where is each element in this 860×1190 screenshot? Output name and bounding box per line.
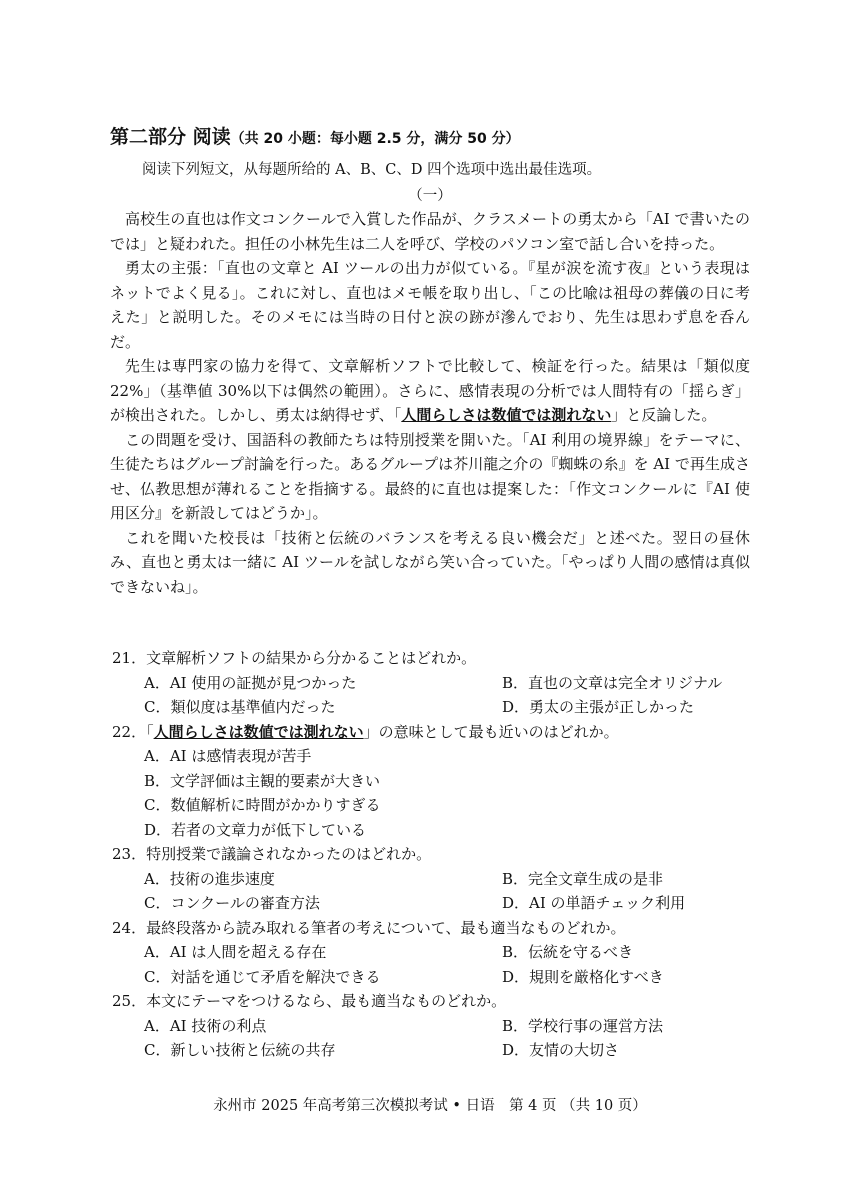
option-d: D．勇太の主張が正しかった (502, 698, 695, 716)
passage-paragraph-4: この問題を受け、国語科の教師たちは特別授業を開いた。「AI 利用の境界線」をテーマに、生徒たちはグループ討論を行った。あるグループは芥川龍之介の『蜘蛛の糸』を AI で再生成させ、仏教思想が薄れることを指摘する。最終的に直也は提案した：「作文コンクールに『AI 使用区分』を新設してはどうか」。 (110, 430, 750, 522)
stem-suffix: 」の意味として最も近いのはどれか。 (363, 722, 619, 741)
passage-paragraph-1: 高校生の直也は作文コンクールで入賞した作品が、クラスメートの勇太から「AI で書いたのでは」と疑われた。担任の小林先生は二人を呼び、学校のパソコン室で話し合いを持った。 (110, 210, 750, 253)
passage-paragraph-2: 勇太の主張：「直也の文章と AI ツールの出力が似ている。『星が涙を流す夜』という表現はネットでよく見る」。これに対し、直也はメモ帳を取り出し、「この比喩は祖母の葬儀の日に考えた」と説明した。そのメモには当時の日付と涙の跡が滲んでおり、先生は思わず息を呑んだ。 (110, 259, 750, 351)
option-c: C．数値解析に時間がかかりすぎる (144, 796, 381, 814)
option-row (112, 1014, 762, 1039)
option-a: A．AI は感情表現が苦手 (144, 747, 312, 765)
underlined-quote: 人間らしさは数値では測れない (401, 406, 612, 424)
section-note: （共 20 小题：每小题 2.5 分，满分 50 分） (230, 131, 520, 147)
option-b: B．伝統を守るべき (502, 943, 634, 961)
reading-passage (110, 207, 750, 599)
passage-number: （一） (408, 188, 452, 204)
option-c: C．新しい技術と伝統の共存 (144, 1041, 336, 1059)
question-stem: 25．本文にテーマをつけるなら、最も適当なものどれか。 (112, 992, 507, 1010)
question-22 (112, 720, 762, 843)
question-stem: 23．特別授業で議論されなかったのはどれか。 (112, 845, 432, 863)
underlined-quote: 人間らしさは数値では測れない (153, 722, 364, 741)
question-24 (112, 916, 762, 990)
option-row (112, 671, 762, 696)
option-b: B．完全文章生成の是非 (502, 869, 664, 888)
option-b: B．直也の文章は完全オリジナル (502, 673, 723, 692)
question-stem (112, 720, 762, 745)
option-b: B．文学評価は主観的要素が大きい (144, 771, 381, 790)
option-a: A．AI 技術の利点 (144, 1016, 267, 1035)
page-footer: 永州市 2025 年高考第三次模拟考试 • 日语 第 4 页 （共 10 页） (213, 1098, 647, 1114)
option-row (112, 965, 762, 990)
paragraph-3-text-a: 先生は専門家の協力を得て、文章解析ソフトで比較して、検証を行った。結果は「類似度 22%」（基準値 30%以下は偶然の範囲）。さらに、感情表現の分析では人間特有の「揺らぎ」が検出された。しかし、勇太は納得せず、「 (110, 357, 750, 424)
option-c: C．類似度は基準値内だった (144, 698, 336, 716)
question-stem: 21．文章解析ソフトの結果から分かることはどれか。 (112, 649, 477, 667)
option-d: D．AI の単語チェック利用 (502, 894, 686, 912)
passage-paragraph-5: これを聞いた校長は「技術と伝統のバランスを考える良い機会だ」と述べた。翌日の昼休み、直也と勇太は一緒に AI ツールを試しながら笑い合っていた。「やっぱり人間の感情は真似できないね」。 (110, 528, 750, 596)
option-a: A．AI は人間を超える存在 (144, 943, 327, 961)
question-stem: 24．最終段落から読み取れる筆者の考えについて、最も適当なものどれか。 (112, 918, 626, 937)
option-row (112, 695, 762, 720)
option-a: A．AI 使用の証拠が見つかった (144, 673, 357, 692)
question-list (112, 646, 762, 1063)
option-b: B．学校行事の運営方法 (502, 1016, 664, 1035)
question-21 (112, 646, 762, 720)
paragraph-3-text-b: 」と反論した。 (611, 406, 717, 424)
option-d: D．若者の文章力が低下している (144, 820, 367, 839)
option-d: D．友情の大切さ (502, 1041, 620, 1059)
passage-paragraph-3 (110, 354, 750, 428)
section-heading (110, 122, 520, 149)
option-c: C．コンクールの審査方法 (144, 894, 320, 912)
option-d: D．規則を厳格化すべき (502, 967, 664, 986)
option-c: C．対話を通じて矛盾を解決できる (144, 967, 381, 986)
option-row (112, 891, 762, 916)
question-25 (112, 989, 762, 1063)
option-a: A．技術の進歩速度 (144, 869, 275, 888)
option-row (112, 867, 762, 892)
instruction-text: 阅读下列短文，从每题所给的 A、B、C、D 四个选项中选出最佳选项。 (142, 162, 602, 178)
stem-prefix: 22．「 (112, 722, 154, 741)
option-row (112, 940, 762, 965)
question-23 (112, 842, 762, 916)
section-title: 第二部分 阅读 (110, 126, 231, 148)
option-row (112, 1038, 762, 1063)
